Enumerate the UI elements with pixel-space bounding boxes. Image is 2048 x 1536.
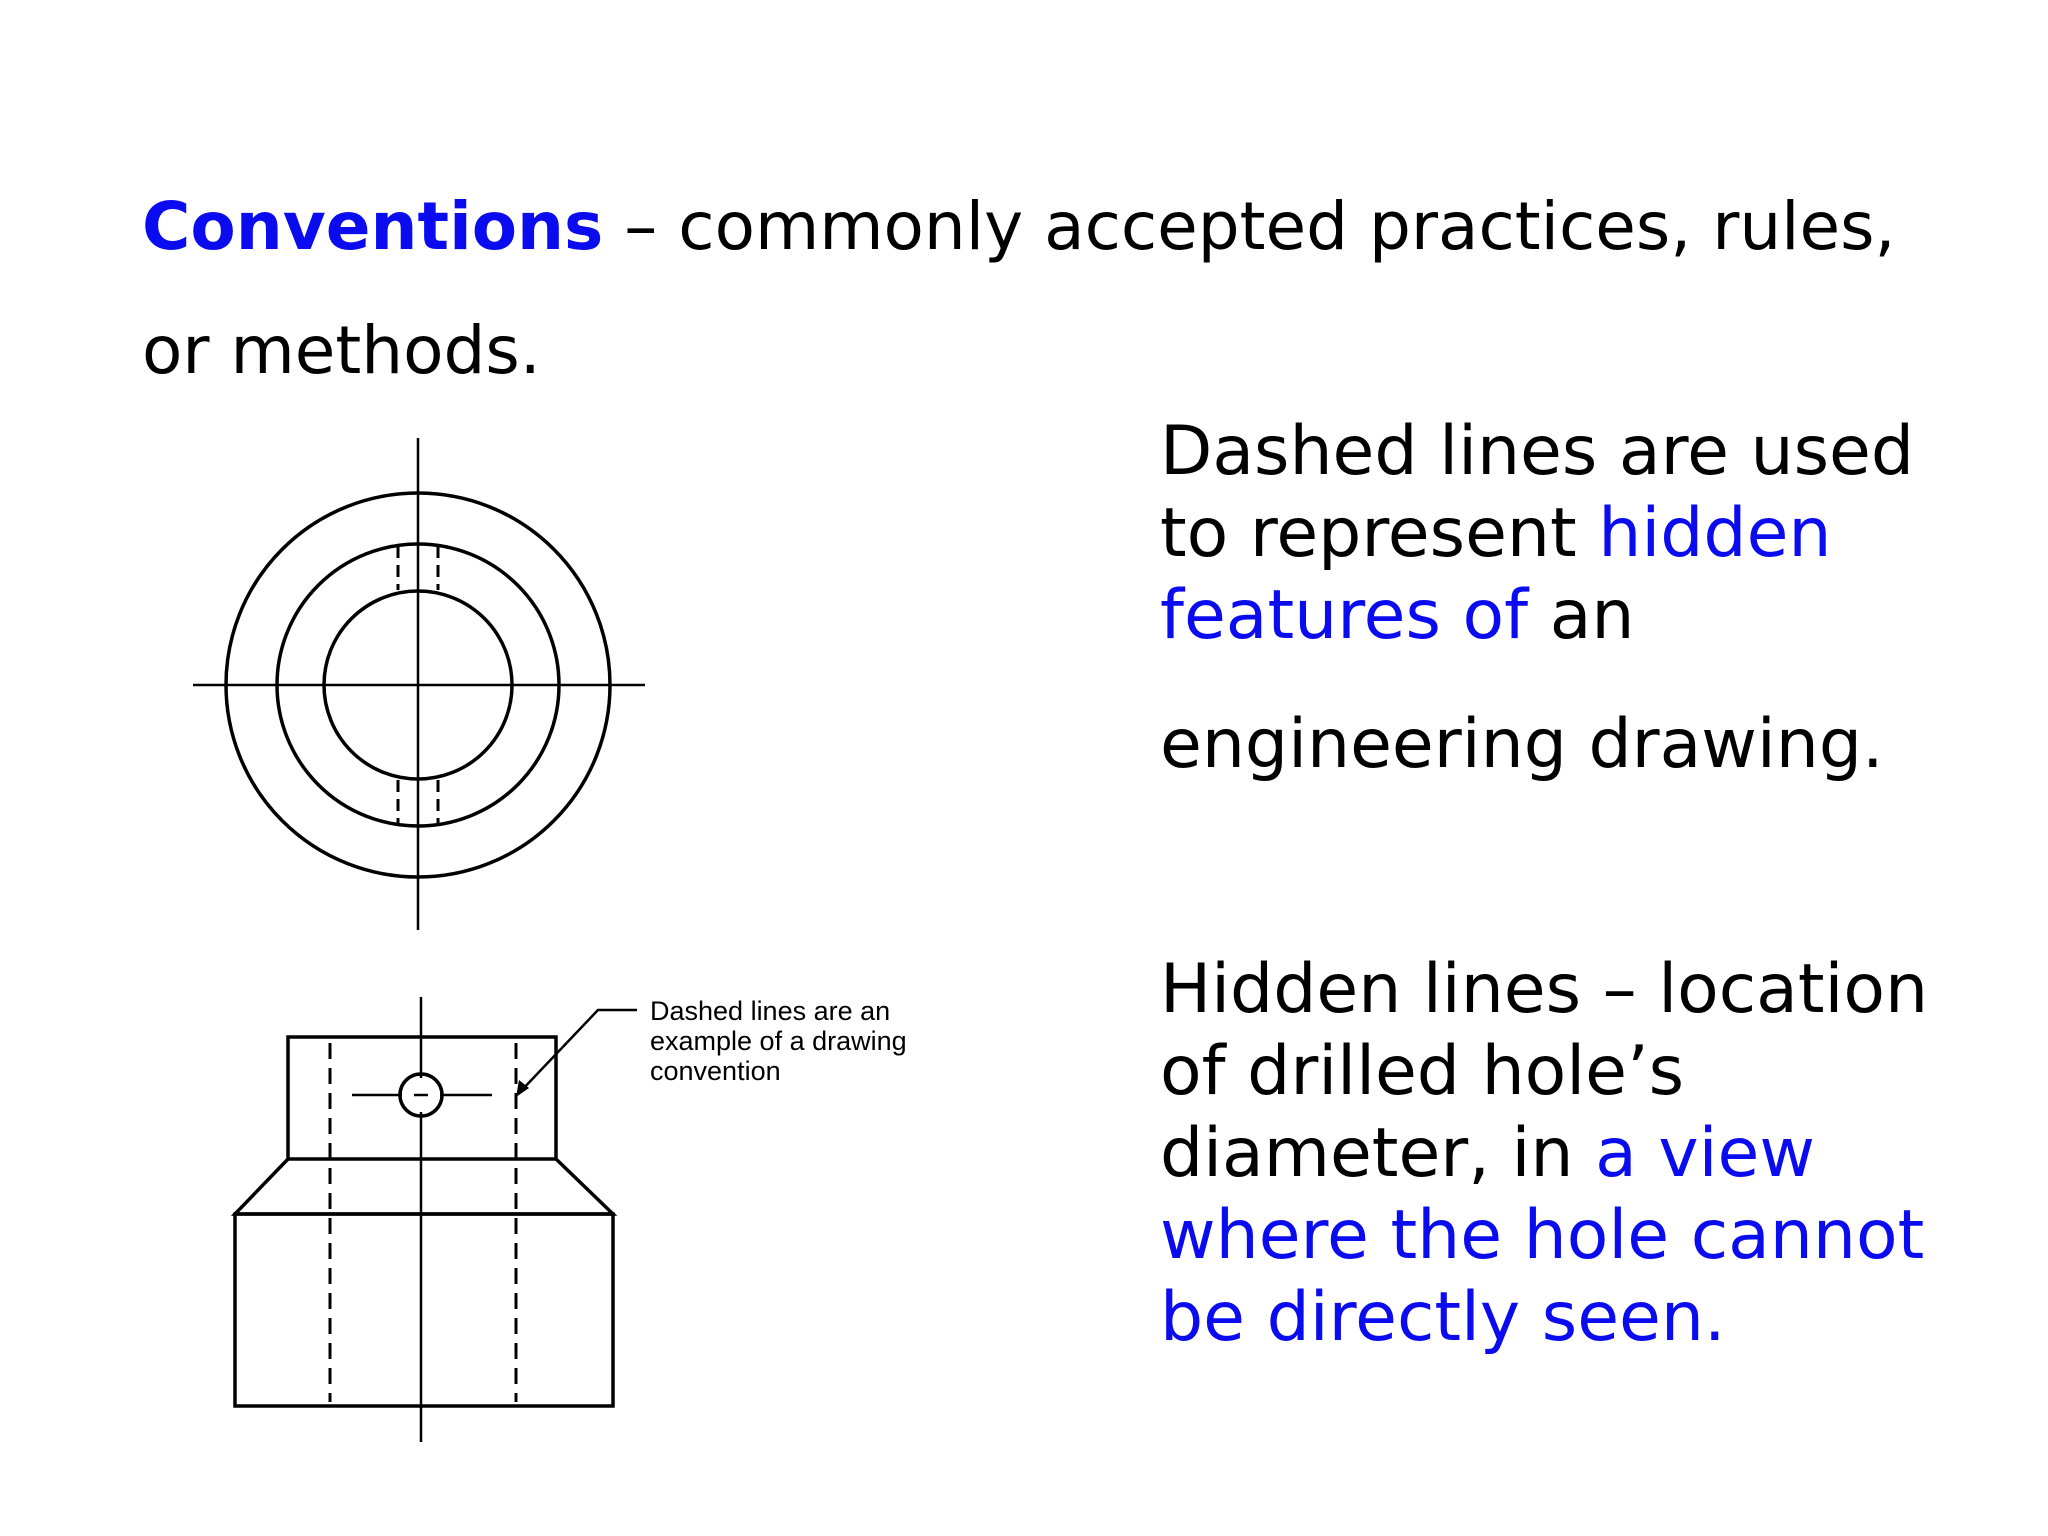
para1-line3-text: an	[1528, 576, 1635, 655]
para2-line2: of drilled hole’s	[1160, 1032, 1685, 1111]
para1-line3-highlight: features of	[1160, 576, 1529, 655]
para1-line4: engineering drawing.	[1160, 705, 1884, 784]
para1-line1: Dashed lines are used	[1160, 412, 1915, 491]
callout-leader	[520, 1010, 637, 1092]
front-view	[235, 997, 637, 1442]
para2-line1: Hidden lines – location	[1160, 950, 1929, 1029]
callout-line1: Dashed lines are an	[650, 996, 891, 1026]
callout-line3: convention	[650, 1056, 781, 1086]
front-view-hidden-lines	[330, 1043, 516, 1402]
para2-line3-text: diameter, in	[1160, 1114, 1596, 1193]
para2-line4-highlight: where the hole cannot	[1160, 1196, 1925, 1275]
para2-line5-highlight: be directly seen.	[1160, 1278, 1726, 1357]
conventions-definition-line1: – commonly accepted practices, rules,	[603, 188, 1896, 265]
para2-line3-highlight: a view	[1595, 1114, 1815, 1193]
callout-line2: example of a drawing	[650, 1026, 907, 1056]
top-view	[193, 438, 645, 930]
top-view-centerlines	[193, 438, 645, 930]
taper-section	[235, 1159, 613, 1214]
para1-line2-text: to represent	[1160, 494, 1599, 573]
para1-line2-highlight: hidden	[1598, 494, 1832, 573]
conventions-definition-line2: or methods.	[142, 312, 541, 389]
callout-arrowhead	[516, 1080, 529, 1097]
conventions-term: Conventions	[142, 188, 604, 265]
base-block	[235, 1214, 613, 1406]
front-view-centerlines	[352, 997, 492, 1442]
